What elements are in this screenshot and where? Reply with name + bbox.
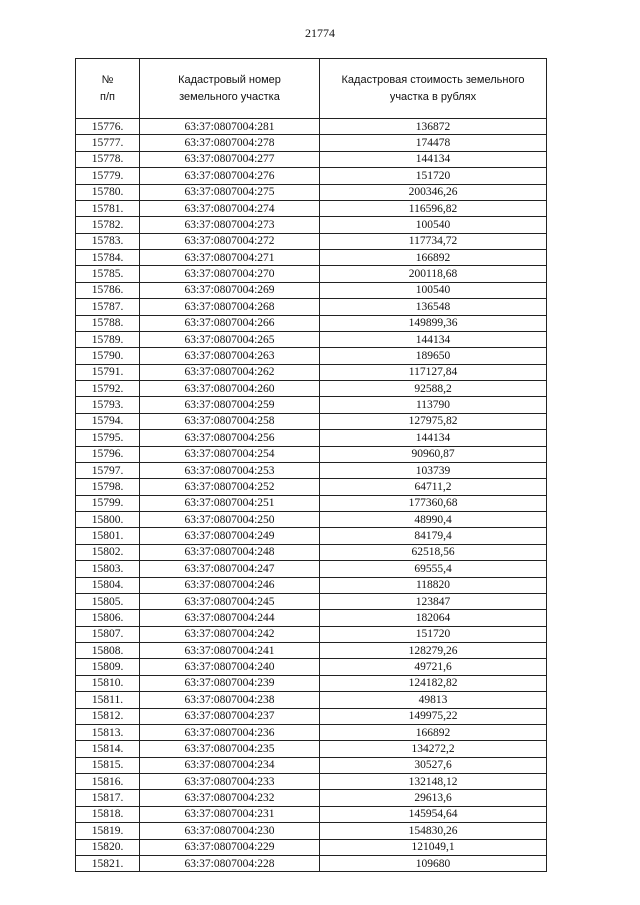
table-row [76,479,547,495]
cadastral-number-cell: 63:37:0807004:244 [140,610,320,626]
cadastral-value-cell: 166892 [320,724,547,740]
cadastral-value-cell: 49721,6 [320,659,547,675]
table-row [76,364,547,380]
cadastral-value-cell: 200346,26 [320,184,547,200]
table-row [76,331,547,347]
row-number-cell: 15806. [76,610,140,626]
cadastral-value-cell: 166892 [320,250,547,266]
cadastral-number-cell: 63:37:0807004:278 [140,135,320,151]
cadastral-number-cell: 63:37:0807004:270 [140,266,320,282]
cadastral-number-cell: 63:37:0807004:252 [140,479,320,495]
cadastral-value-cell: 109680 [320,855,547,871]
row-number-cell: 15787. [76,299,140,315]
cadastral-number-cell: 63:37:0807004:237 [140,708,320,724]
cadastral-number-cell: 63:37:0807004:260 [140,381,320,397]
row-number-cell: 15820. [76,839,140,855]
header-cadastral-number [140,59,320,119]
row-number-cell: 15818. [76,806,140,822]
table-row [76,790,547,806]
cadastral-value-cell: 29613,6 [320,790,547,806]
row-number-cell: 15793. [76,397,140,413]
table-row [76,119,547,135]
cadastral-number-cell: 63:37:0807004:275 [140,184,320,200]
table-row [76,806,547,822]
table-row [76,282,547,298]
row-number-cell: 15776. [76,119,140,135]
table-row [76,659,547,675]
table-row [76,381,547,397]
header-row-number [76,59,140,119]
table-row [76,266,547,282]
cadastral-number-cell: 63:37:0807004:272 [140,233,320,249]
table-row [76,299,547,315]
table-row [76,397,547,413]
table-row [76,626,547,642]
cadastral-number-cell: 63:37:0807004:265 [140,331,320,347]
row-number-cell: 15803. [76,561,140,577]
cadastral-number-cell: 63:37:0807004:242 [140,626,320,642]
cadastral-value-cell: 64711,2 [320,479,547,495]
table-row [76,528,547,544]
cadastral-value-cell: 151720 [320,626,547,642]
table-row [76,217,547,233]
cadastral-number-cell: 63:37:0807004:262 [140,364,320,380]
cadastral-value-cell: 124182,82 [320,675,547,691]
row-number-cell: 15801. [76,528,140,544]
table-row [76,495,547,511]
cadastral-value-cell: 118820 [320,577,547,593]
row-number-cell: 15794. [76,413,140,429]
row-number-cell: 15784. [76,250,140,266]
table-row [76,348,547,364]
table-row [76,757,547,773]
cadastral-value-cell: 84179,4 [320,528,547,544]
table-row [76,823,547,839]
cadastral-value-cell: 154830,26 [320,823,547,839]
cadastral-number-cell: 63:37:0807004:246 [140,577,320,593]
row-number-cell: 15808. [76,643,140,659]
cadastral-number-cell: 63:37:0807004:238 [140,692,320,708]
table-row [76,184,547,200]
cadastral-value-cell: 121049,1 [320,839,547,855]
row-number-cell: 15788. [76,315,140,331]
cadastral-value-cell: 92588,2 [320,381,547,397]
cadastral-number-cell: 63:37:0807004:254 [140,446,320,462]
row-number-cell: 15796. [76,446,140,462]
table-row [76,151,547,167]
cadastral-number-cell: 63:37:0807004:263 [140,348,320,364]
cadastral-number-cell: 63:37:0807004:231 [140,806,320,822]
row-number-cell: 15811. [76,692,140,708]
cadastral-value-cell: 127975,82 [320,413,547,429]
cadastral-number-cell: 63:37:0807004:256 [140,430,320,446]
cadastral-value-cell: 134272,2 [320,741,547,757]
cadastral-value-cell: 48990,4 [320,512,547,528]
header-number-abbr: п/п [100,90,115,103]
row-number-cell: 15782. [76,217,140,233]
cadastral-number-cell: 63:37:0807004:233 [140,774,320,790]
table-row [76,233,547,249]
table-row [76,610,547,626]
cadastral-value-cell: 189650 [320,348,547,364]
cadastral-value-cell: 116596,82 [320,200,547,216]
cadastral-number-cell: 63:37:0807004:271 [140,250,320,266]
header-cadastral-line1: Кадастровый номер [178,73,281,86]
row-number-cell: 15795. [76,430,140,446]
table-row [76,675,547,691]
cadastral-value-cell: 49813 [320,692,547,708]
cadastral-number-cell: 63:37:0807004:259 [140,397,320,413]
cadastral-number-cell: 63:37:0807004:273 [140,217,320,233]
row-number-cell: 15790. [76,348,140,364]
row-number-cell: 15813. [76,724,140,740]
row-number-cell: 15791. [76,364,140,380]
cadastral-value-cell: 149899,36 [320,315,547,331]
cadastral-value-cell: 144134 [320,151,547,167]
cadastral-number-cell: 63:37:0807004:274 [140,200,320,216]
cadastral-value-cell: 117127,84 [320,364,547,380]
cadastral-value-cell: 103739 [320,462,547,478]
cadastral-number-cell: 63:37:0807004:248 [140,544,320,560]
cadastral-number-cell: 63:37:0807004:250 [140,512,320,528]
row-number-cell: 15777. [76,135,140,151]
row-number-cell: 15779. [76,168,140,184]
cadastral-value-table [75,58,547,872]
table-row [76,593,547,609]
row-number-cell: 15814. [76,741,140,757]
cadastral-value-cell: 151720 [320,168,547,184]
cadastral-number-cell: 63:37:0807004:240 [140,659,320,675]
row-number-cell: 15789. [76,331,140,347]
row-number-cell: 15816. [76,774,140,790]
row-number-cell: 15799. [76,495,140,511]
cadastral-number-cell: 63:37:0807004:239 [140,675,320,691]
cadastral-value-cell: 174478 [320,135,547,151]
row-number-cell: 15809. [76,659,140,675]
table-row [76,430,547,446]
table-row [76,561,547,577]
row-number-cell: 15797. [76,462,140,478]
row-number-cell: 15810. [76,675,140,691]
row-number-cell: 15778. [76,151,140,167]
row-number-cell: 15804. [76,577,140,593]
row-number-cell: 15821. [76,855,140,871]
cadastral-value-cell: 69555,4 [320,561,547,577]
cadastral-number-cell: 63:37:0807004:235 [140,741,320,757]
cadastral-value-cell: 145954,64 [320,806,547,822]
cadastral-number-cell: 63:37:0807004:251 [140,495,320,511]
cadastral-value-cell: 144134 [320,331,547,347]
cadastral-number-cell: 63:37:0807004:241 [140,643,320,659]
table-row [76,724,547,740]
row-number-cell: 15800. [76,512,140,528]
cadastral-value-cell: 123847 [320,593,547,609]
cadastral-number-cell: 63:37:0807004:234 [140,757,320,773]
cadastral-number-cell: 63:37:0807004:229 [140,839,320,855]
table-row [76,168,547,184]
cadastral-value-cell: 100540 [320,217,547,233]
cadastral-value-cell: 128279,26 [320,643,547,659]
cadastral-value-cell: 117734,72 [320,233,547,249]
row-number-cell: 15798. [76,479,140,495]
cadastral-number-cell: 63:37:0807004:228 [140,855,320,871]
table-row [76,839,547,855]
row-number-cell: 15785. [76,266,140,282]
row-number-cell: 15815. [76,757,140,773]
row-number-cell: 15802. [76,544,140,560]
cadastral-number-cell: 63:37:0807004:232 [140,790,320,806]
table-row [76,855,547,871]
cadastral-value-cell: 100540 [320,282,547,298]
cadastral-number-cell: 63:37:0807004:236 [140,724,320,740]
table-row [76,692,547,708]
row-number-cell: 15792. [76,381,140,397]
page-number: 21774 [305,26,335,40]
cadastral-value-cell: 132148,12 [320,774,547,790]
table-row [76,544,547,560]
header-cadastral-line2: земельного участка [179,90,280,103]
cadastral-value-cell: 136872 [320,119,547,135]
cadastral-value-cell: 90960,87 [320,446,547,462]
table-header-row [76,59,547,119]
row-number-cell: 15817. [76,790,140,806]
cadastral-value-cell: 144134 [320,430,547,446]
row-number-cell: 15781. [76,200,140,216]
cadastral-number-cell: 63:37:0807004:249 [140,528,320,544]
cadastral-number-cell: 63:37:0807004:247 [140,561,320,577]
table-row [76,577,547,593]
table-body [76,119,547,872]
cadastral-number-cell: 63:37:0807004:281 [140,119,320,135]
cadastral-number-cell: 63:37:0807004:269 [140,282,320,298]
cadastral-number-cell: 63:37:0807004:230 [140,823,320,839]
table-row [76,250,547,266]
cadastral-value-cell: 182064 [320,610,547,626]
cadastral-value-cell: 200118,68 [320,266,547,282]
table-row [76,512,547,528]
cadastral-number-cell: 63:37:0807004:277 [140,151,320,167]
cadastral-value-cell: 62518,56 [320,544,547,560]
row-number-cell: 15783. [76,233,140,249]
cadastral-value-cell: 30527,6 [320,757,547,773]
row-number-cell: 15805. [76,593,140,609]
row-number-cell: 15786. [76,282,140,298]
table-row [76,200,547,216]
cadastral-value-cell: 177360,68 [320,495,547,511]
header-number-sign: № [101,73,114,86]
row-number-cell: 15819. [76,823,140,839]
cadastral-number-cell: 63:37:0807004:268 [140,299,320,315]
cadastral-value-cell: 149975,22 [320,708,547,724]
cadastral-number-cell: 63:37:0807004:276 [140,168,320,184]
cadastral-value-cell: 136548 [320,299,547,315]
table-row [76,741,547,757]
row-number-cell: 15812. [76,708,140,724]
header-value-line2: участка в рублях [389,90,477,103]
table-row [76,135,547,151]
row-number-cell: 15780. [76,184,140,200]
table-row [76,315,547,331]
cadastral-number-cell: 63:37:0807004:258 [140,413,320,429]
table-row [76,774,547,790]
cadastral-number-cell: 63:37:0807004:245 [140,593,320,609]
cadastral-value-cell: 113790 [320,397,547,413]
cadastral-number-cell: 63:37:0807004:253 [140,462,320,478]
table-row [76,708,547,724]
row-number-cell: 15807. [76,626,140,642]
header-cadastral-value [320,59,547,119]
cadastral-number-cell: 63:37:0807004:266 [140,315,320,331]
table-row [76,643,547,659]
table-row [76,446,547,462]
table-row [76,413,547,429]
table-row [76,462,547,478]
header-value-line1: Кадастровая стоимость земельного [341,73,525,86]
